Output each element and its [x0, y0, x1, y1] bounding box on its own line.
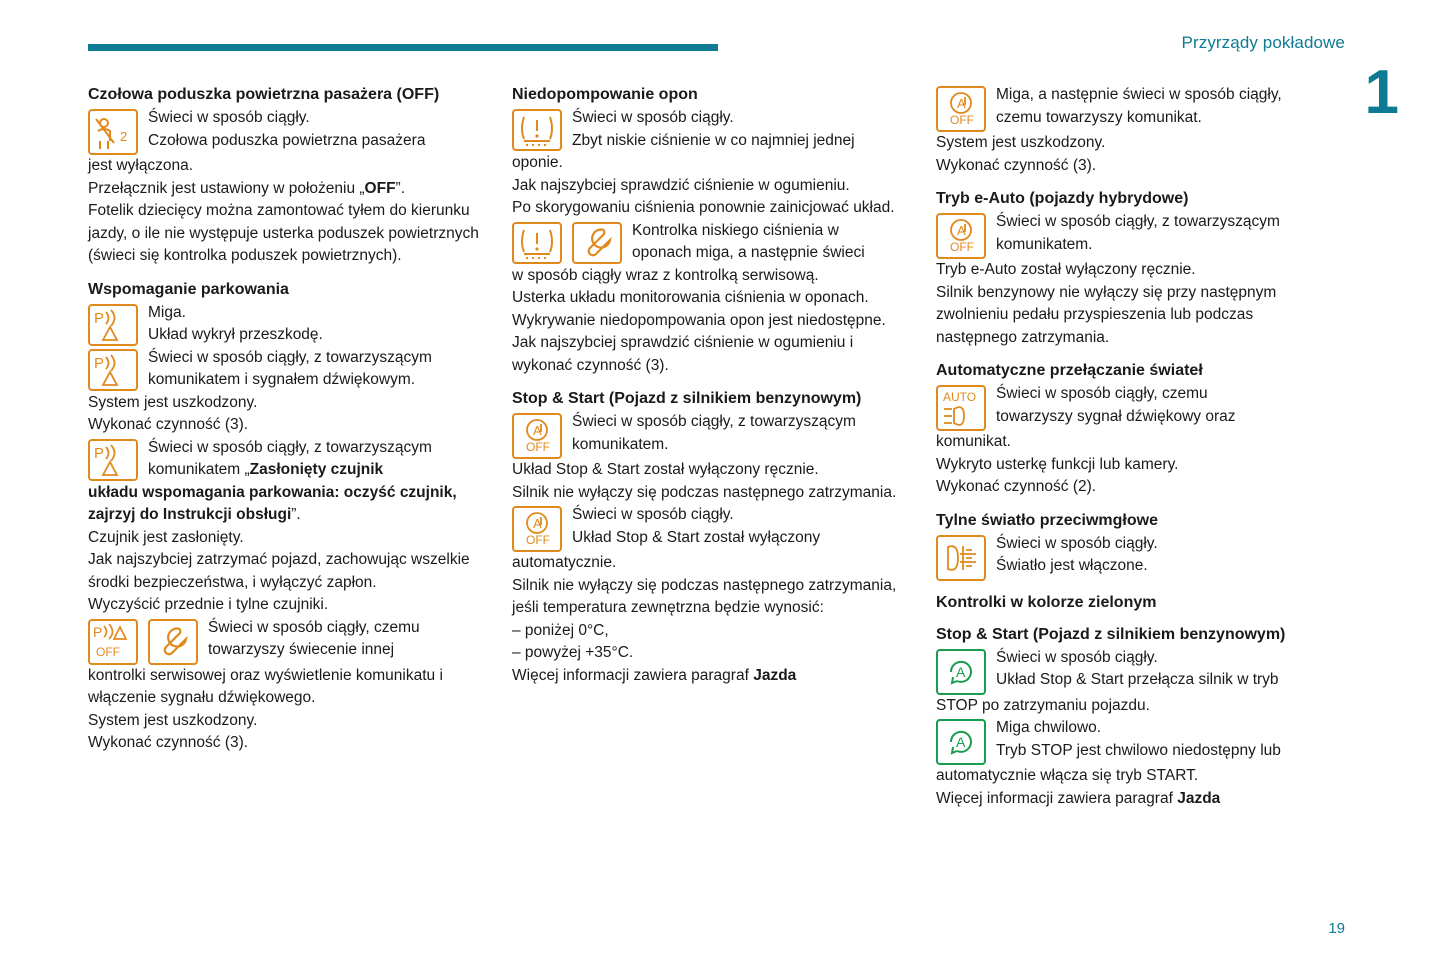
svg-text:2: 2 — [120, 129, 128, 144]
eauto-desc: Tryb e-Auto został wyłączony ręcznie. — [936, 261, 1196, 278]
airbag-line-3: jest wyłączona. — [88, 157, 194, 174]
svg-text:OFF: OFF — [96, 644, 120, 659]
heading-eauto-mode: Tryb e-Auto (pojazdy hybrydowe) — [936, 190, 1189, 207]
stopstart-fault-desc: System jest uszkodzony. — [936, 134, 1106, 151]
stopstart-auto-line-3: automatycznie. — [512, 554, 617, 571]
park-assist-icon — [88, 439, 138, 481]
column-2 — [512, 84, 908, 810]
stop-start-off-icon — [512, 413, 562, 459]
svg-text:P: P — [94, 444, 105, 462]
tyre-line-3: oponie. — [512, 154, 563, 171]
svg-text:AUTO: AUTO — [943, 390, 977, 404]
park-service-action: Wykonać czynność (3). — [88, 734, 249, 751]
park-masked-line-1: Świeci w sposób ciągły, z towarzyszącym — [148, 438, 432, 456]
block-airbag-continuous — [88, 107, 484, 155]
block-stopstart-auto-off — [512, 504, 908, 552]
passenger-airbag-off-icon — [88, 109, 138, 155]
stopstart-manual-off-note: Silnik nie wyłączy się podczas następnego zatrzymania. — [512, 483, 897, 501]
tyre-service-line-1: Kontrolka niskiego ciśnienia w — [632, 221, 839, 239]
rear-fog-line-1: Świeci w sposób ciągły. — [996, 534, 1158, 552]
rear-fog-light-icon — [936, 535, 986, 581]
park-assist-line-1: Miga. — [148, 303, 186, 321]
tyre-line-1: Świeci w sposób ciągły. — [572, 109, 734, 126]
content-columns — [88, 84, 1348, 810]
block-park-assist-masked — [88, 437, 484, 482]
svg-text:P: P — [94, 354, 105, 372]
svg-text:P: P — [93, 623, 103, 640]
tyre-pressure-icon — [512, 109, 562, 151]
park-service-line-1: Świeci w sposób ciągły, czemu — [208, 618, 420, 636]
park-assist-icon — [88, 349, 138, 391]
page-header — [0, 0, 1445, 58]
park-assist-solid-line-2: komunikatem i sygnałem dźwiękowym. — [148, 371, 416, 388]
park-masked-message: układu wspomagania parkowania: oczyść czujnik, zajrzyj do Instrukcji obsługi”. — [88, 483, 457, 523]
auto-headlights-line-2: towarzyszy sygnał dźwiękowy oraz — [996, 407, 1236, 425]
svg-text:OFF: OFF — [950, 240, 974, 254]
stopstart-fault-line-2: czemu towarzyszy komunikat. — [996, 108, 1202, 126]
heading-stop-start-petrol: Stop & Start (Pojazd z silnikiem benzynowym) — [512, 390, 862, 407]
eauto-note: Silnik benzynowy nie wyłączy się przy następnym zwolnieniu pedału przyspieszenia lub podczas następnego zatrzymania. — [936, 283, 1277, 346]
stopstart-line-1: Świeci w sposób ciągły, z towarzyszącym — [572, 413, 856, 430]
block-tyre-service — [512, 220, 908, 265]
heading-rear-fog: Tylne światło przeciwmgłowe — [936, 511, 1158, 529]
park-masked-line-2: komunikatem „Zasłonięty czujnik — [148, 461, 384, 478]
heading-green-indicators: Kontrolki w kolorze zielonym — [936, 593, 1157, 611]
stop-start-green-icon — [936, 719, 986, 765]
block-stopstart-manual-off — [512, 411, 908, 459]
heading-auto-headlights: Automatyczne przełączanie świateł — [936, 362, 1203, 379]
tyre-service-line-2: oponach miga, a następnie świeci — [632, 244, 865, 261]
svg-text:P: P — [94, 309, 105, 327]
block-park-assist-blink — [88, 302, 484, 347]
stop-start-off-icon — [936, 86, 986, 132]
stopstart-line-2: komunikatem. — [572, 435, 669, 453]
park-masked-action-1: Jak najszybciej zatrzymać pojazd, zachowując wszelkie środki bezpieczeństwa, i wyłączyć zapłon. — [88, 551, 470, 591]
stop-start-off-icon — [936, 213, 986, 259]
auto-headlights-action: Wykonać czynność (2). — [936, 478, 1097, 495]
park-service-desc: kontrolki serwisowej oraz wyświetlenie komunikatu i włączenie sygnału dźwiękowego. — [88, 666, 443, 706]
header-accent-rule — [88, 44, 718, 51]
airbag-childseat-note: Fotelik dziecięcy można zamontować tyłem do kierunku jazdy, o ile nie występuje usterka poduszek powietrznych (świeci się kontrolka poduszek powietrznych). — [88, 202, 479, 264]
svg-text:OFF: OFF — [526, 533, 550, 547]
stopstart-green-blink-line-1: Miga chwilowo. — [996, 719, 1102, 736]
park-assist-solid-line-1: Świeci w sposób ciągły, z towarzyszącym — [148, 348, 432, 366]
chapter-number: 1 — [1364, 58, 1399, 127]
auto-headlights-fault: Wykryto usterkę funkcji lub kamery. — [936, 455, 1179, 473]
block-auto-headlights — [936, 383, 1332, 431]
auto-headlights-icon — [936, 385, 986, 431]
tyre-monitor-fault: Usterka układu monitorowania ciśnienia w oponach. — [512, 289, 869, 306]
tyre-check-pressure: Jak najszybciej sprawdzić ciśnienie w ogumieniu. — [512, 176, 850, 194]
stopstart-green-blink-line-2: Tryb STOP jest chwilowo niedostępny lub — [996, 741, 1281, 759]
park-masked-action-2: Wyczyścić przednie i tylne czujniki. — [88, 596, 329, 613]
tyre-line-2: Zbyt niskie ciśnienie w co najmniej jednej — [572, 131, 855, 149]
heading-park-assist: Wspomaganie parkowania — [88, 280, 289, 298]
stopstart-green-line-2: Układ Stop & Start przełącza silnik w tryb — [996, 671, 1279, 688]
svg-text:A: A — [957, 96, 966, 111]
svg-text:A: A — [956, 663, 966, 680]
airbag-line-2: Czołowa poduszka powietrzna pasażera — [148, 131, 426, 149]
auto-headlights-line-3: komunikat. — [936, 433, 1011, 450]
stop-start-off-icon — [512, 506, 562, 552]
block-stopstart-green-solid — [936, 647, 1332, 695]
heading-tyre-underinflation: Niedopompowanie opon — [512, 86, 698, 103]
eauto-line-1: Świeci w sposób ciągły, z towarzyszącym — [996, 213, 1280, 230]
block-park-assist-solid — [88, 347, 484, 392]
svg-text:OFF: OFF — [526, 440, 550, 454]
service-wrench-icon — [148, 619, 198, 665]
stopstart-green-line-3: STOP po zatrzymaniu pojazdu. — [936, 696, 1150, 714]
stopstart-auto-line-1: Świeci w sposób ciągły. — [572, 506, 734, 523]
svg-text:OFF: OFF — [950, 113, 974, 127]
stopstart-auto-line-2: Układ Stop & Start został wyłączony — [572, 528, 821, 546]
park-assist-line-2: Układ wykrył przeszkodę. — [148, 326, 323, 343]
column-1 — [88, 84, 484, 810]
stop-start-green-icon — [936, 649, 986, 695]
park-service-line-2: towarzyszy świecenie innej — [208, 641, 395, 658]
block-stopstart-fault — [936, 84, 1332, 132]
page-number: 19 — [1328, 920, 1345, 937]
service-wrench-icon — [572, 222, 622, 264]
stopstart-temp-intro: Silnik nie wyłączy się podczas następnego zatrzymania, jeśli temperatura zewnętrzna będzie wynosić: — [512, 576, 897, 616]
stopstart-temp-below: – poniżej 0°C, — [512, 621, 609, 639]
auto-headlights-line-1: Świeci w sposób ciągły, czemu — [996, 385, 1208, 402]
park-assist-action: Wykonać czynność (3). — [88, 416, 249, 433]
svg-text:A: A — [957, 223, 966, 238]
block-stopstart-green-blink — [936, 717, 1332, 765]
svg-text:A: A — [533, 423, 542, 438]
heading-passenger-airbag: Czołowa poduszka powietrzna pasażera (OFF) — [88, 86, 440, 103]
stopstart-fault-line-1: Miga, a następnie świeci w sposób ciągły, — [996, 86, 1282, 103]
tyre-action: Jak najszybciej sprawdzić ciśnienie w ogumieniu i wykonać czynność (3). — [512, 334, 854, 374]
column-3 — [936, 84, 1332, 810]
tyre-service-line-3: w sposób ciągły wraz z kontrolką serwisową. — [512, 266, 819, 284]
tyre-reinit: Po skorygowaniu ciśnienia ponownie zainicjować układ. — [512, 199, 895, 216]
block-park-assist-service — [88, 617, 484, 665]
park-assist-off-icon — [88, 619, 138, 665]
block-eauto-off — [936, 211, 1332, 259]
park-service-fault: System jest uszkodzony. — [88, 711, 258, 729]
header-title: Przyrządy pokładowe — [1181, 33, 1345, 52]
tyre-pressure-icon — [512, 222, 562, 264]
stopstart-more-info: Więcej informacji zawiera paragraf Jazda — [512, 666, 797, 684]
stopstart-green-more-info: Więcej informacji zawiera paragraf Jazda — [936, 789, 1221, 807]
tyre-detection-unavailable: Wykrywanie niedopompowania opon jest niedostępne. — [512, 311, 886, 329]
airbag-switch-line: Przełącznik jest ustawiony w położeniu „OFF”. — [88, 179, 406, 197]
block-rear-fog — [936, 533, 1332, 581]
block-tyre-solid — [512, 107, 908, 152]
svg-text:A: A — [533, 516, 542, 531]
park-assist-fault: System jest uszkodzony. — [88, 393, 258, 411]
park-assist-icon — [88, 304, 138, 346]
stopstart-manual-off-desc: Układ Stop & Start został wyłączony ręcznie. — [512, 461, 819, 478]
heading-stop-start-green: Stop & Start (Pojazd z silnikiem benzynowym) — [936, 625, 1286, 643]
stopstart-fault-action: Wykonać czynność (3). — [936, 156, 1097, 174]
rear-fog-line-2: Światło jest włączone. — [996, 557, 1148, 574]
park-masked-cause: Czujnik jest zasłonięty. — [88, 528, 244, 546]
stopstart-green-line-1: Świeci w sposób ciągły. — [996, 648, 1158, 666]
eauto-line-2: komunikatem. — [996, 235, 1093, 253]
stopstart-green-blink-line-3: automatycznie włącza się tryb START. — [936, 767, 1199, 784]
stopstart-temp-above: – powyżej +35°C. — [512, 644, 634, 661]
svg-text:A: A — [956, 734, 966, 750]
airbag-line-1: Świeci w sposób ciągły. — [148, 109, 310, 126]
